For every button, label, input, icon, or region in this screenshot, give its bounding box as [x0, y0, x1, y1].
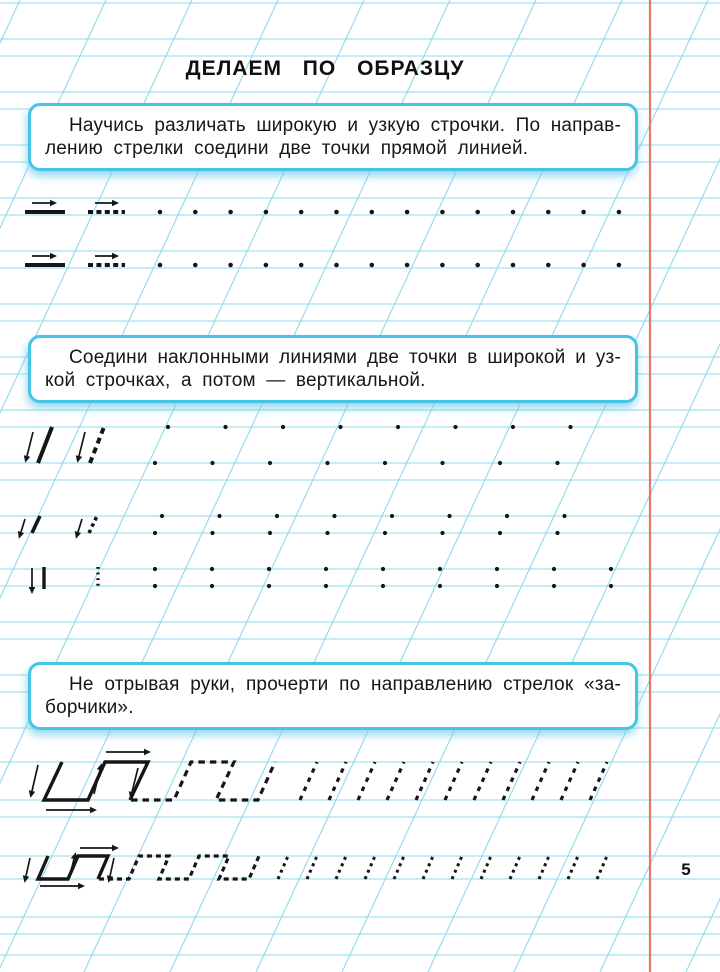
instruction-2-line-1: Соедини наклонными линиями две точки в широкой и уз-: [69, 347, 621, 368]
instruction-3-line-1: Не отрывая руки, прочерти по направлению стрелок «за-: [69, 674, 621, 695]
instruction-box-1: [28, 103, 638, 171]
page-title: ДЕЛАЕМ ПО ОБРАЗЦУ: [185, 57, 465, 80]
instruction-1-line-1: Научись различать широкую и узкую строчки. По направ-: [69, 115, 621, 136]
exercise-fences: [23, 749, 607, 890]
instruction-box-3: [28, 662, 638, 730]
instruction-2-line-2: кой строчках, а потом — вертикальной.: [45, 370, 426, 391]
instruction-box-2: [28, 335, 638, 403]
page-number: 5: [681, 860, 691, 879]
instruction-3-line-2: борчики».: [45, 697, 134, 718]
instruction-1-line-2: лению стрелки соедини две точки прямой линией.: [45, 138, 529, 159]
exercise-straight-lines: [25, 200, 621, 268]
